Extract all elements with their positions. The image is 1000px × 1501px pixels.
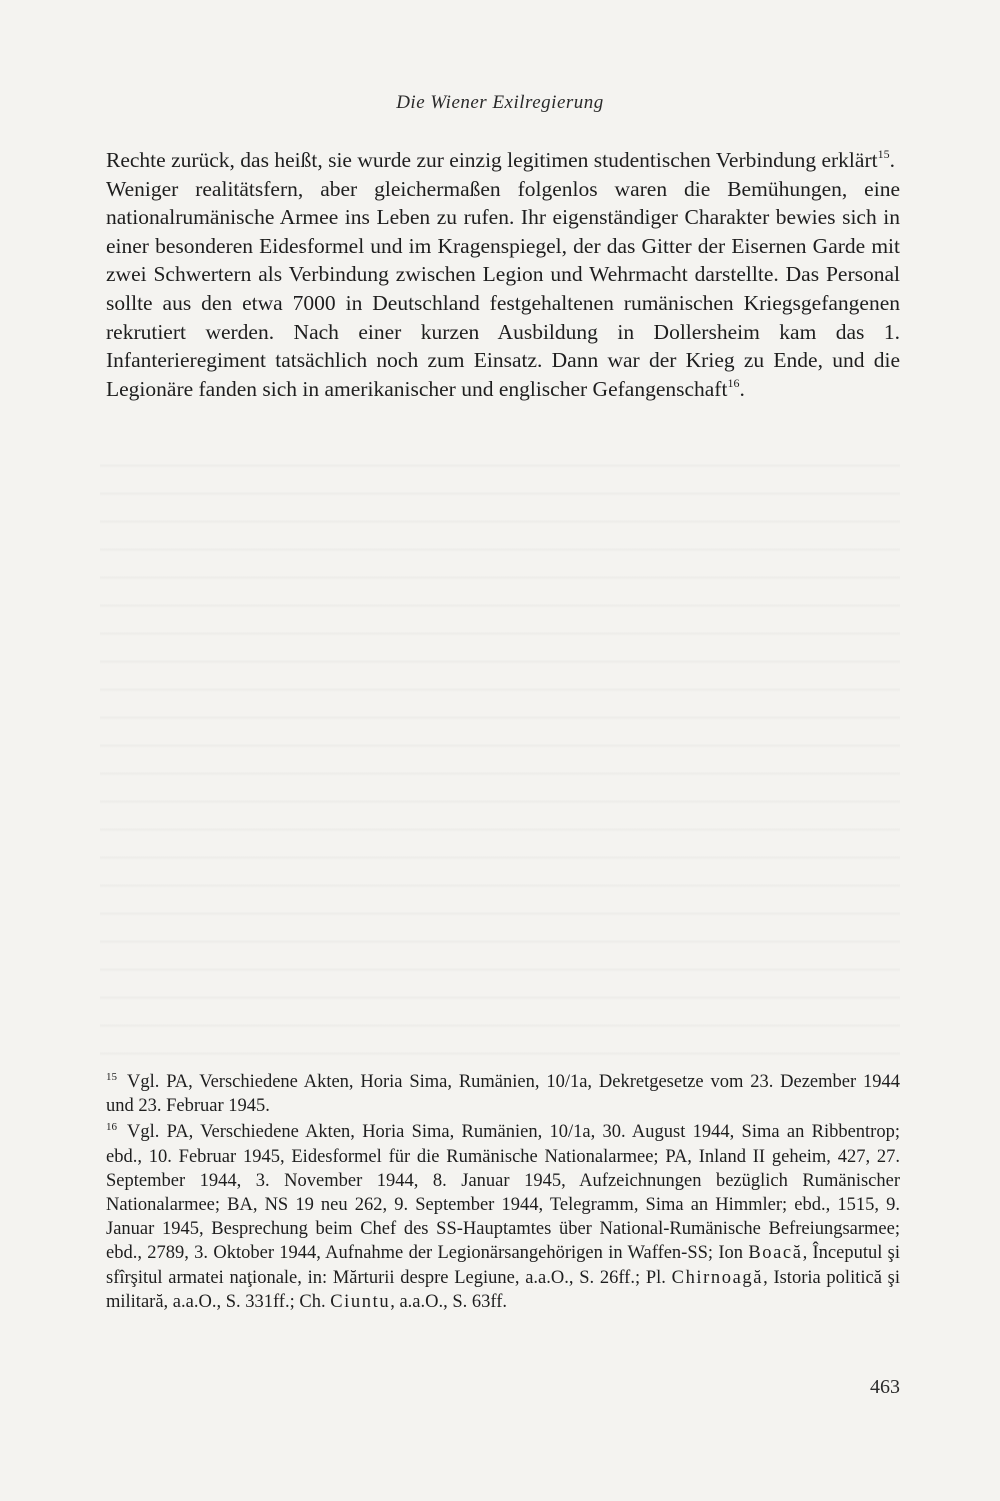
paragraph-2-text: Weniger realitätsfern, aber gleichermaßen folgenlos waren die Bemühungen, eine nationalrumänische Armee ins Leben zu rufen. Ihr eigenständiger Charakter bewies sich in einer besonderen Eidesformel und im Kragenspiegel, der das Gitter der Eisernen Garde mit zwei Schwertern als Verbindung zwischen Legion und Wehrmacht darstellte. Das Personal sollte aus den etwa 7000 in Deutschland festgehaltenen rumänischen Kriegsgefangenen rekrutiert werden. Nach einer kurzen Ausbildung in Dollersheim kam das 1. Infanterieregiment tatsächlich noch zum Einsatz. Dann war der Krieg zu Ende, und die Legionäre fanden sich in amerikanischer und englischer Gefangenschaft — [106, 176, 900, 401]
footnote-16-author-chirnoaga: Chirnoagă — [671, 1267, 764, 1288]
footnote-16-author-ciuntu: Ciuntu — [330, 1291, 391, 1312]
footnote-16-author-boaca: Boacă — [748, 1243, 803, 1264]
footnote-16-text-b: , Începutul şi sfîrşitul armatei naţionale, in: Mărturii despre Legiune, a.a.O., S. 26ff.; Pl. — [106, 1243, 900, 1288]
paragraph-2-end: . — [739, 376, 745, 401]
paragraph-2 — [106, 175, 900, 404]
paragraph-1-text: Rechte zurück, das heißt, sie wurde zur einzig legitimen studentischen Verbindung erklärt — [106, 148, 878, 172]
footnote-16 — [106, 1120, 900, 1314]
footnote-16-text-c: , Istoria politică şi militară, a.a.O., S. 331ff.; Ch. — [106, 1267, 900, 1312]
running-head: Die Wiener Exilregierung — [396, 92, 604, 113]
footnote-ref-15[interactable]: 15 — [877, 147, 890, 161]
footnote-15-text: Vgl. PA, Verschiedene Akten, Horia Sima, Rumänien, 10/1a, Dekretgesetze vom 23. Dezember 1944 und 23. Februar 1945. — [106, 1072, 900, 1117]
paragraph-1 — [106, 146, 900, 175]
paragraph-1-end: . — [889, 148, 895, 172]
footnotes — [106, 1070, 900, 1316]
footnote-15-mark: 15 — [106, 1071, 117, 1083]
footnote-ref-16[interactable]: 16 — [727, 375, 740, 390]
footnote-16-text-a: Vgl. PA, Verschiedene Akten, Horia Sima, Rumänien, 10/1a, 30. August 1944, Sima an Ribbentrop; ebd., 10. Februar 1945, Eidesformel für die Rumänische Nationalarmee; PA, Inland II geheim, 427, 27. September 1944, 3. November 1944, 8. Januar 1945, Aufzeichnungen bezüglich Rumänischer Nationalarmee; BA, NS 19 neu 262, 9. September 1944, Telegramm, Sima an Himmler; ebd., 1515, 9. Januar 1945, Besprechung beim Chef des SS-Hauptamtes über National-Rumänische Befreiungsarmee; ebd., 2789, 3. Oktober 1944, Aufnahme der Legionärsangehörigen in Waffen-SS; Ion — [106, 1122, 900, 1264]
page-number: 463 — [870, 1376, 900, 1398]
bleed-through-texture — [100, 440, 900, 1060]
footnote-15 — [106, 1070, 900, 1118]
footnote-16-text-d: , a.a.O., S. 63ff. — [390, 1291, 507, 1312]
main-text — [106, 146, 900, 403]
footnote-16-mark: 16 — [106, 1121, 117, 1134]
